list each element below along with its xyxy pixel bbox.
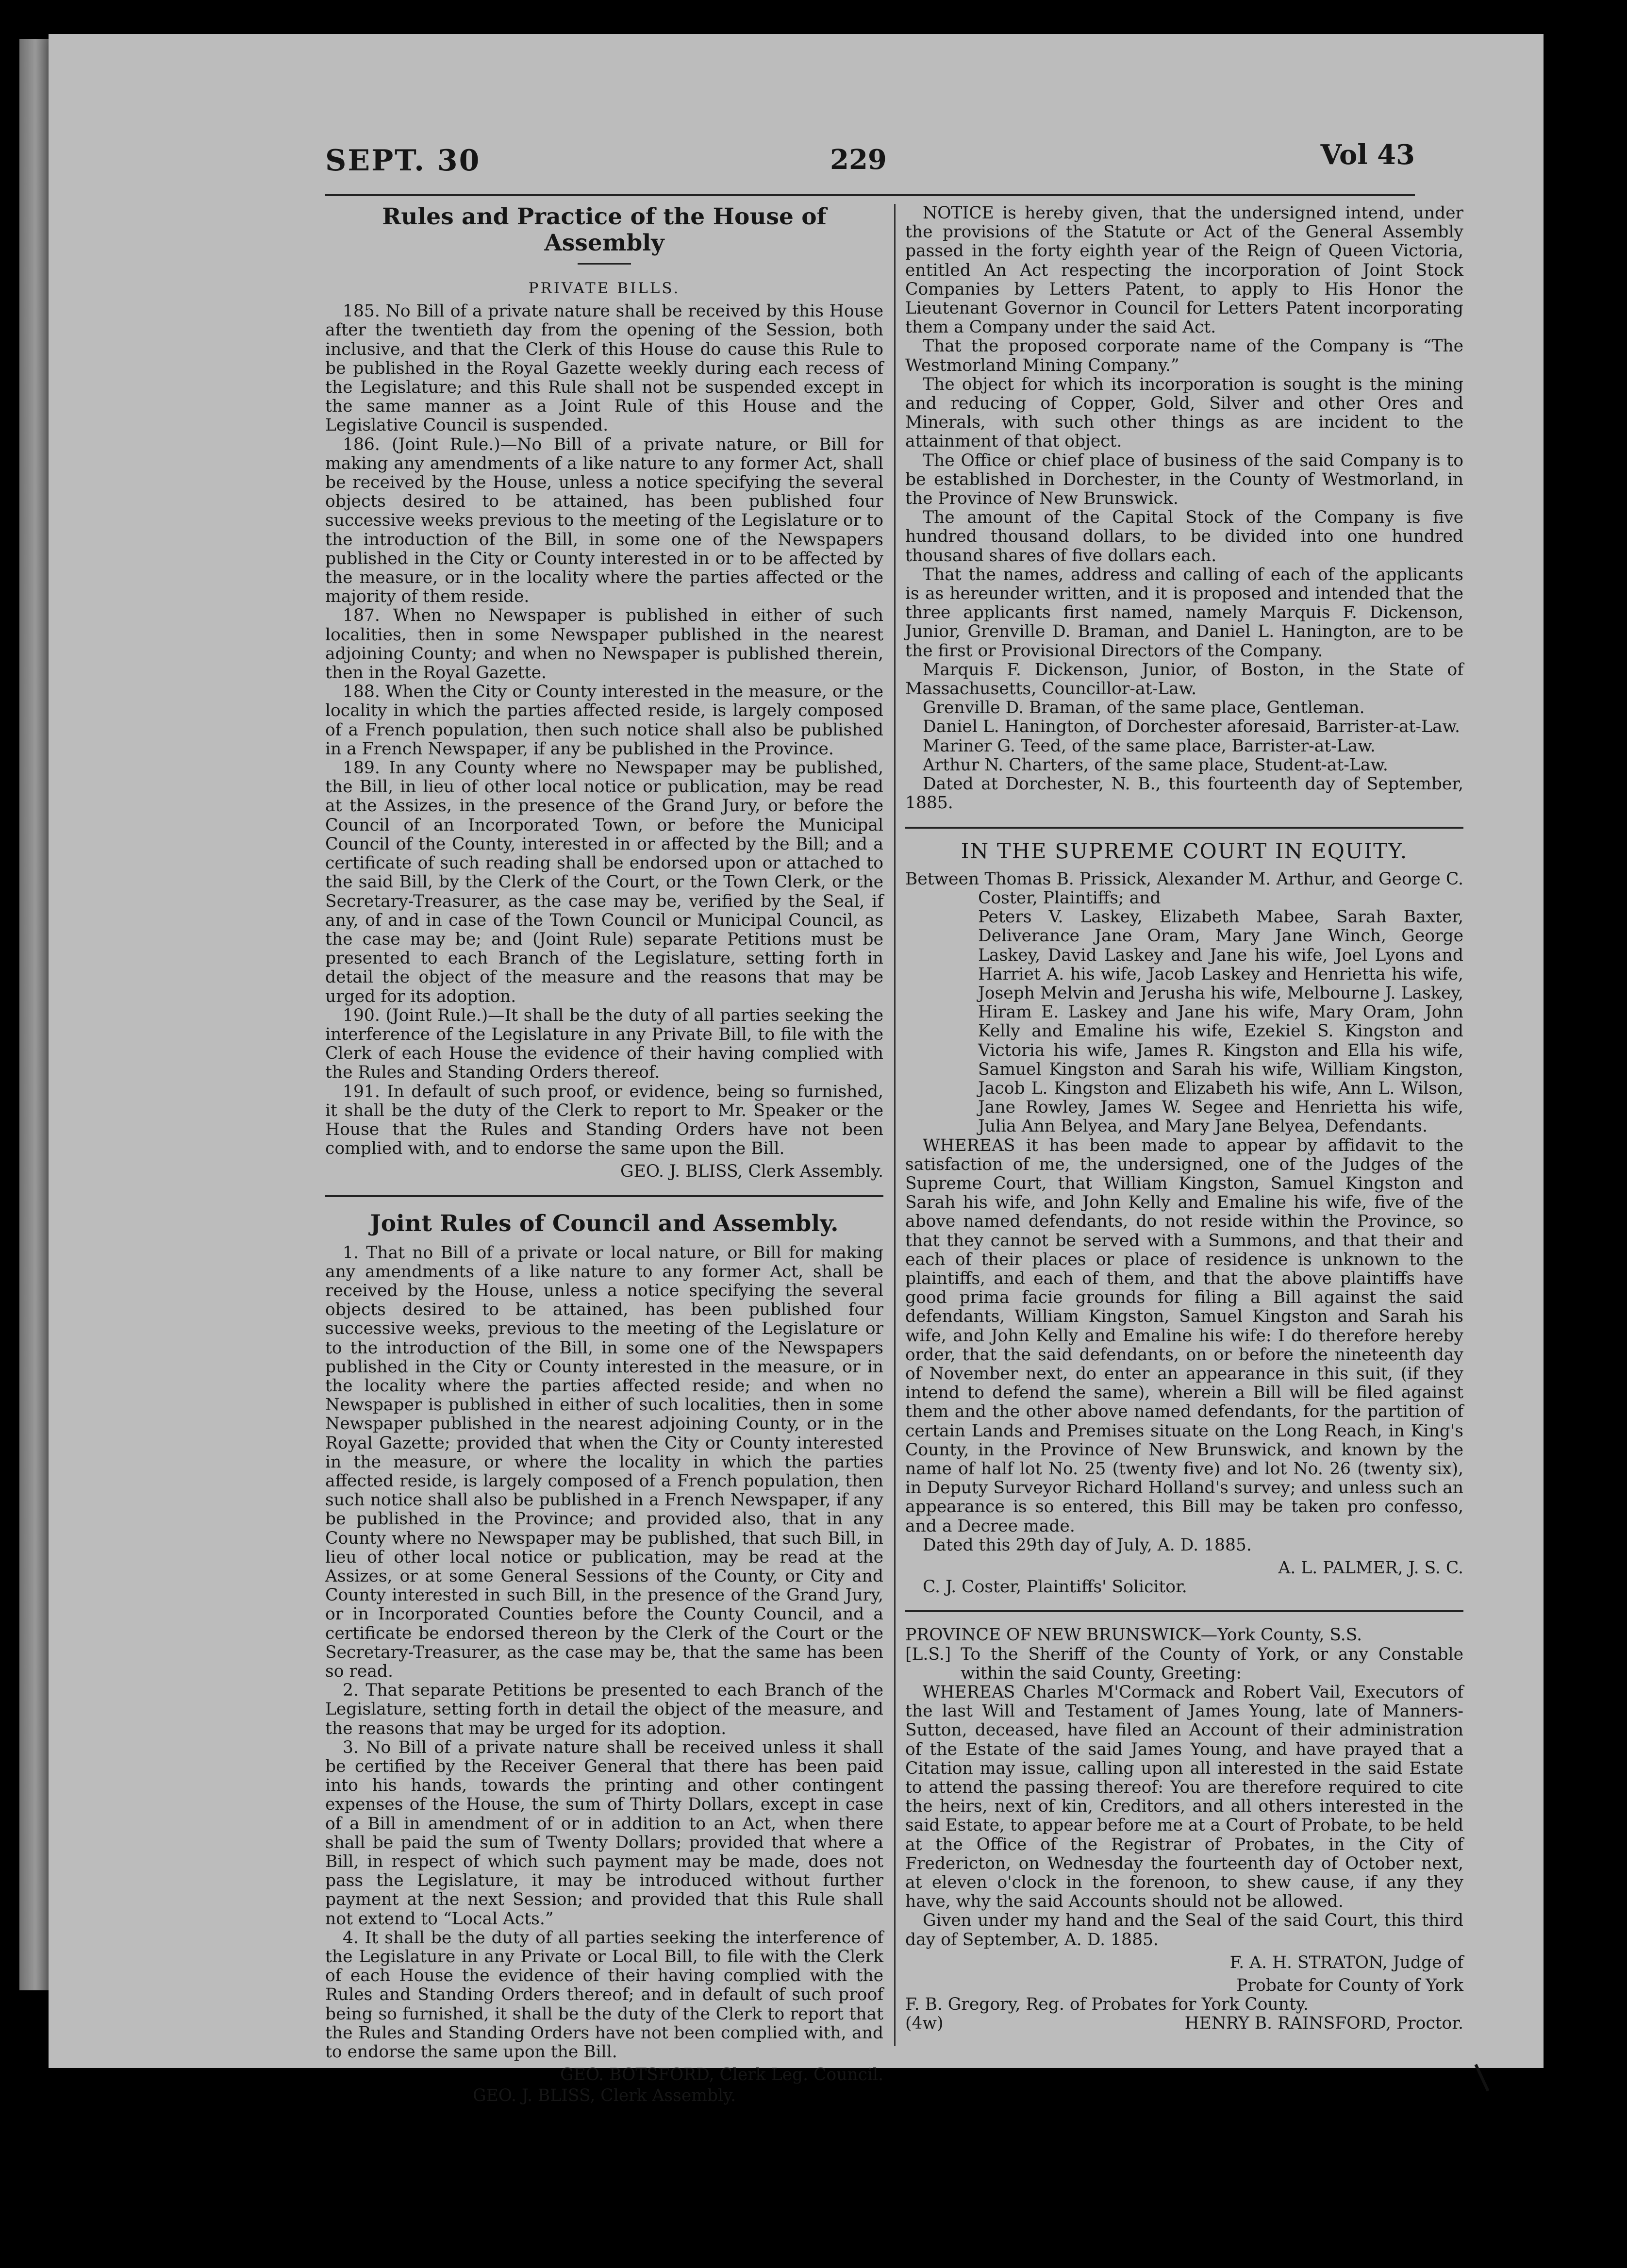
applicant-braman: Grenville D. Braman, of the same place, Gentleman. xyxy=(923,698,1365,718)
citation-addressee: To the Sheriff of the County of York, or any Constable within the said County, Greeting: xyxy=(961,1644,1463,1683)
notice-object: The object for which its incorporation is sought is the mining and reducing of Copper, Gold, Silver and other Ores and Minerals, with such other things as are incident to the attainment of that object. xyxy=(905,374,1463,451)
joint-rule-1: 1. That no Bill of a private or local nature, or Bill for making any amendments of a like nature to any former Act, shall be received by the House, unless a notice specifying the several objects desired to be attained, has been published four successive weeks, previous to the meeting of the Legislature or to the introduction of the Bill, in some one of the Newspapers published in the City or County interested in the measure, or in the locality where the parties affected reside; and when no Newspaper is published in either of such localities, then in some Newspaper published in the nearest adjoining County, or in the Royal Gazette; provided that when the City or County interested in the measure, or where the locality in which the parties affected reside, is largely composed of a French population, then such notice shall also be published in a French Newspaper, if any be published in the Province; and provided also, that in any County where no Newspaper may be published, that such Bill, in lieu of other local notice or publication, may be read at the Assizes, or at some General Sessions of the County, or City and County interested in such Bill, in the presence of the Grand Jury, or in Incorporated Counties before the County Council, and a certificate be endorsed thereon by the Clerk of the Court or the Secretary-Treasurer, as the case may be, that the same has been so read. xyxy=(325,1243,883,1682)
signature-rainsford: HENRY B. RAINSFORD, Proctor. xyxy=(1184,2014,1463,2034)
plaintiffs-solicitor: C. J. Coster, Plaintiffs' Solicitor. xyxy=(923,1577,1187,1597)
column-divider xyxy=(894,204,896,2046)
citation-body: WHEREAS Charles M'Cormack and Robert Vail, Executors of the last Will and Testament of James Young, late of Manners-Sutton, deceased, have filed an Account of their administration of the Estate of the said James Young, and have prayed that a Citation may issue, calling upon all interested in the said Estate to attend the passing thereof: You are therefore required to cite the heirs, next of kin, Creditors, and all others interested in the said Estate, to appear before me at a Court of Probate, to be held at the Office of the Registrar of Probates, in the City of Fredericton, on Wednesday the fourteenth day of October next, at eleven o'clock in the forenoon, to shew cause, if any they have, why the said Accounts should not be allowed. xyxy=(905,1683,1463,1912)
notice-intro: NOTICE is hereby given, that the undersigned intend, under the provisions of the Statute or Act of the General Assembly passed in the forty eighth year of the Reign of Queen Victoria, entitled An Act respecting the incorporation of Joint Stock Companies by Letters Patent, to apply to His Honor the Lieutenant Governor in Council for Letters Patent incorporating them a Company under the said Act. xyxy=(905,203,1463,337)
rule-189: 189. In any County where no Newspaper may be published, the Bill, in lieu of other local notice or publication, may be read at the Assizes, in the presence of the Grand Jury, or before the Council of an Incorporated Town, or before the Municipal Council of the County, interested in or affected by the Bill; and a certificate of such reading shall be endorsed upon or attached to the said Bill, by the Clerk of the Court, or the Town Clerk, or the Secretary-Treasurer, as the case may be, verified by the Seal, if any, of and in case of the Town Council or Municipal Council, as the case may be; and (Joint Rule) separate Petitions must be presented to each Branch of the Legislature, setting forth in detail the object of the measure and the reasons that may be urged for its adoption. xyxy=(325,758,883,1006)
applicant-charters: Arthur N. Charters, of the same place, Student-at-Law. xyxy=(923,755,1388,775)
section-title-house-rules: Rules and Practice of the House of Assembly xyxy=(382,203,827,256)
citation-address xyxy=(905,1645,1463,1683)
right-column xyxy=(905,204,1463,2034)
court-defendants: Peters V. Laskey, Elizabeth Mabee, Sarah Baxter, Deliverance Jane Oram, Mary Jane Winch, George Laskey, David Laskey and Jane his wife, Joel Lyons and Harriet A. his wife, Jacob Laskey and Henrietta his wife, Joseph Melvin and Jerusha his wife, Melbourne J. Laskey, Hiram E. Laskey and Jane his wife, Mary Oram, John Kelly and Emaline his wife, Ezekiel S. Kingston and Victoria his wife, James R. Kingston and Ella his wife, Samuel Kingston and Sarah his wife, William Kingston, Jacob L. Kingston and Elizabeth his wife, Ann L. Wilson, Jane Rowley, James W. Segee and Henrietta his wife, Julia Ann Belyea, and Mary Jane Belyea, Defendants. xyxy=(978,907,1463,1136)
left-column xyxy=(325,204,883,2106)
notice-office: The Office or chief place of business of the said Company is to be established in Dorchester, in the County of Westmorland, in the Province of New Brunswick. xyxy=(905,450,1463,509)
header-rule xyxy=(325,194,1415,196)
notice-capital: The amount of the Capital Stock of the Company is five hundred thousand dollars, to be divided into one hundred thousand shares of five dollars each. xyxy=(905,508,1463,566)
court-dated: Dated this 29th day of July, A. D. 1885. xyxy=(923,1535,1252,1555)
court-plaintiffs: Between Thomas B. Prissick, Alexander M. Arthur, and George C. Coster, Plaintiffs; and xyxy=(905,869,1463,908)
rule-185: 185. No Bill of a private nature shall be received by this House after the twentieth day from the opening of the Session, both inclusive, and that the Clerk of this House do cause this Rule to be published in the Royal Gazette weekly during each recess of the Legislature; and this Rule shall not be suspended except in the same manner as a Joint Rule of this House and the Legislative Council is suspended. xyxy=(325,301,883,435)
citation-given: Given under my hand and the Seal of the said Court, this third day of September, A. D. 1885. xyxy=(905,1911,1463,1950)
rule-187: 187. When no Newspaper is published in either of such localities, then in some Newspaper published in the nearest adjoining County; and when no Newspaper is published therein, then in the Royal Gazette. xyxy=(325,606,883,683)
document-page xyxy=(49,34,1544,2106)
signature-bliss: GEO. J. BLISS, Clerk Assembly. xyxy=(620,1162,883,1182)
signature-straton: F. A. H. STRATON, Judge of xyxy=(1229,1952,1463,1972)
page-number: 229 xyxy=(830,144,887,176)
rule-191: 191. In default of such proof, or evidence, being so furnished, it shall be the duty of the Clerk to report to Mr. Speaker or the House that the Rules and Standing Orders have not been complied with, and to endorse the same upon the Bill. xyxy=(325,1082,883,1159)
joint-rule-4: 4. It shall be the duty of all parties seeking the interference of the Legislature in any Private or Local Bill, to file with the Clerk of each House the evidence of their having complied with the Rules and Standing Orders thereof; and in default of such proof being so furnished, it shall be the duty of the Clerk to report that the Rules and Standing Orders have not been complied with, and to endorse the same upon the Bill. xyxy=(325,1928,883,2062)
seal-mark: [L.S.] xyxy=(905,1644,951,1664)
court-title: IN THE SUPREME COURT IN EQUITY. xyxy=(961,839,1408,864)
registrar-line: F. B. Gregory, Reg. of Probates for York County. xyxy=(905,1995,1309,2015)
notice-dated: Dated at Dorchester, N. B., this fourteenth day of September, 1885. xyxy=(905,774,1463,813)
volume-number: Vol 43 xyxy=(1320,139,1415,171)
section-divider xyxy=(325,1195,883,1197)
page-header xyxy=(49,139,1544,197)
rule-186: 186. (Joint Rule.)—No Bill of a private nature, or Bill for making any amendments of a like nature to any former Act, shall be received by the House, unless a notice specifying the several objects desired to be attained, has been published four successive weeks previous to the meeting of the Legislature or to the introduction of the Bill, in some one of the Newspapers published in the City or County interested in or to be affected by the measure, or in the locality where the parties affected or the majority of them reside. xyxy=(325,434,883,607)
rule-188: 188. When the City or County interested in the measure, or the locality in which the parties affected reside, is largely composed of a French population, then such notice shall also be published in a French Newspaper, if any be published in the Province. xyxy=(325,682,883,759)
section-divider xyxy=(905,827,1463,829)
rule-190: 190. (Joint Rule.)—It shall be the duty of all parties seeking the interference of the Legislature in any Private Bill, to file with the Clerk of each House the evidence of their having complied with the Rules and Standing Orders thereof. xyxy=(325,1005,883,1083)
applicant-hanington: Daniel L. Hanington, of Dorchester aforesaid, Barrister-at-Law. xyxy=(923,717,1460,737)
applicant-teed: Mariner G. Teed, of the same place, Barrister-at-Law. xyxy=(923,736,1376,756)
subheading-private-bills: PRIVATE BILLS. xyxy=(528,280,681,297)
proctor-line xyxy=(905,2014,1463,2033)
province-title: PROVINCE OF NEW BRUNSWICK—York County, S.S. xyxy=(905,1625,1362,1645)
court-order: WHEREAS it has been made to appear by affidavit to the satisfaction of me, the undersigned, one of the Judges of the Supreme Court, that William Kingston, Samuel Kingston and Sarah his wife, and John Kelly and Emaline his wife, five of the above named defendants, do not reside within the Province, so that they cannot be served with a Summons, and that their and each of their places or place of residence is unknown to the plaintiffs, and each of them, and that the above plaintiffs have good prima facie grounds for filing a Bill against the said defendants, William Kingston, Samuel Kingston and Sarah his wife, and John Kelly and Emaline his wife: I do therefore hereby order, that the said defendants, on or before the nineteenth day of November next, do enter an appearance in this suit, (if they intend to defend the same), wherein a Bill will be filed against them and the other above named defendants, for the partition of certain Lands and Premises situate on the Long Reach, in King's County, in the Province of New Brunswick, and known by the name of half lot No. 25 (twenty five) and lot No. 26 (twenty six), in Deputy Surveyor Richard Holland's survey; and unless such an appearance is so entered, this Bill may be taken pro confesso, and a Decree made. xyxy=(905,1135,1463,1536)
title-underline xyxy=(578,263,631,265)
notice-applicants: That the names, address and calling of each of the applicants is as hereunder written, and it is proposed and intended that the three applicants first named, namely Marquis F. Dickenson, Junior, Grenville D. Braman, and Daniel L. Hanington, are to be the first or Provisional Directors of the Company. xyxy=(905,565,1463,661)
signature-palmer: A. L. PALMER, J. S. C. xyxy=(1278,1558,1463,1578)
section-divider xyxy=(905,1610,1463,1612)
section-title-joint-rules: Joint Rules of Council and Assembly. xyxy=(370,1210,839,1237)
notice-company-name: That the proposed corporate name of the Company is “The Westmorland Mining Company.” xyxy=(905,336,1463,375)
stray-mark xyxy=(1475,2064,1490,2092)
signature-bliss-2: GEO. J. BLISS, Clerk Assembly. xyxy=(473,2086,736,2106)
signature-straton-title: Probate for County of York xyxy=(1236,1976,1463,1996)
applicant-dickenson: Marquis F. Dickenson, Junior, of Boston, in the State of Massachusetts, Councillor-at-Law. xyxy=(905,660,1463,699)
insertion-count: (4w) xyxy=(905,2014,944,2034)
joint-rule-2: 2. That separate Petitions be presented to each Branch of the Legislature, setting forth in detail the object of the measure, and the reasons that may be urged for its adoption. xyxy=(325,1681,883,1738)
joint-rule-3: 3. No Bill of a private nature shall be received unless it shall be certified by the Receiver General that there has been paid into his hands, towards the printing and other contingent expenses of the House, the sum of Thirty Dollars, except in case of a Bill in amendment of or in addition to an Act, when there shall be paid the sum of Twenty Dollars; provided that where a Bill, in respect of which such payment may be made, does not pass the Legislature, it may be introduced without further payment at the next Session; and provided that this Rule shall not extend to “Local Acts.” xyxy=(325,1737,883,1929)
signature-botsford: GEO. BOTSFORD, Clerk Leg. Council. xyxy=(560,2065,883,2085)
header-date: SEPT. 30 xyxy=(325,144,481,178)
